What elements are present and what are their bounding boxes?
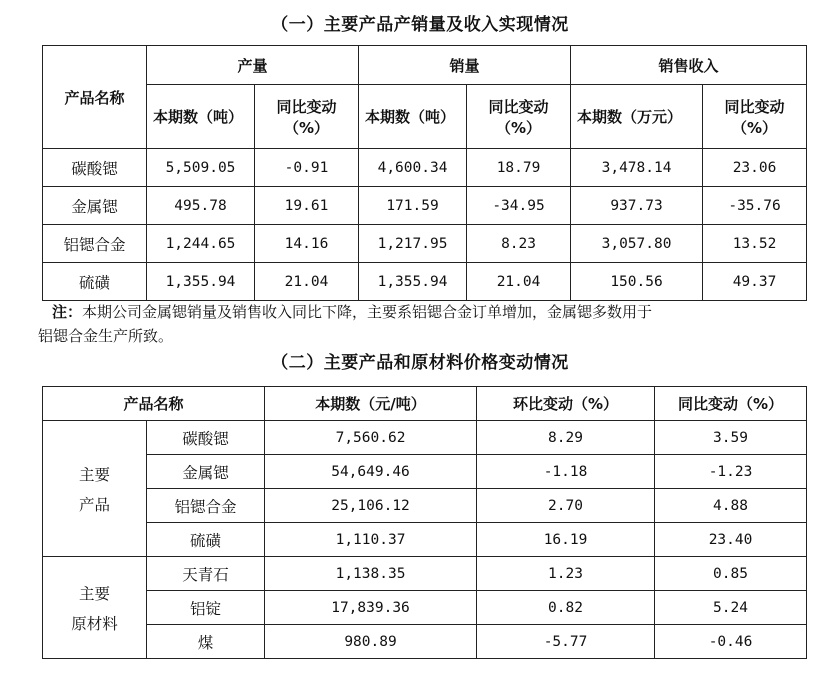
- group-main-materials: [43, 557, 147, 659]
- header-product-name: 产品名称: [43, 387, 265, 421]
- group-label-line1: 主要: [78, 465, 110, 484]
- revenue-cell: 937.73: [571, 187, 703, 225]
- current-price-cell: 54,649.46: [265, 455, 477, 489]
- production-cell: 1,355.94: [147, 263, 255, 301]
- table-row: [43, 263, 807, 301]
- header-yoy-line2: （%）: [732, 118, 778, 137]
- yoy-cell: 3.59: [655, 421, 807, 455]
- table-note: [38, 300, 792, 345]
- header-mom-change: 环比变动（%）: [477, 387, 655, 421]
- sales-yoy-cell: -34.95: [467, 187, 571, 225]
- product-name-cell: 金属锶: [43, 187, 147, 225]
- production-cell: 1,244.65: [147, 225, 255, 263]
- yoy-cell: 5.24: [655, 591, 807, 625]
- table-row: [43, 489, 807, 523]
- table-row: [43, 455, 807, 489]
- yoy-cell: 23.40: [655, 523, 807, 557]
- header-yoy-line1: 同比变动: [276, 97, 337, 116]
- table-row: [43, 523, 807, 557]
- sales-cell: 171.59: [359, 187, 467, 225]
- product-name-cell: 碳酸锶: [147, 421, 265, 455]
- material-name-cell: 煤: [147, 625, 265, 659]
- header-yoy-line1: 同比变动: [724, 97, 785, 116]
- header-sales-yoy: [467, 85, 571, 149]
- revenue-cell: 150.56: [571, 263, 703, 301]
- production-yoy-cell: 21.04: [255, 263, 359, 301]
- note-text-line1: 本期公司金属锶销量及销售收入同比下降，主要系铝锶合金订单增加，金属锶多数用于: [82, 303, 653, 321]
- mom-cell: 1.23: [477, 557, 655, 591]
- product-name-cell: 铝锶合金: [43, 225, 147, 263]
- sales-cell: 1,217.95: [359, 225, 467, 263]
- revenue-yoy-cell: 13.52: [703, 225, 807, 263]
- table-row: [43, 421, 807, 455]
- current-price-cell: 17,839.36: [265, 591, 477, 625]
- revenue-cell: 3,478.14: [571, 149, 703, 187]
- group-label-line1: 主要: [78, 584, 110, 603]
- product-name-cell: 金属锶: [147, 455, 265, 489]
- current-price-cell: 1,138.35: [265, 557, 477, 591]
- table-row: [43, 625, 807, 659]
- yoy-cell: -0.46: [655, 625, 807, 659]
- mom-cell: -5.77: [477, 625, 655, 659]
- current-price-cell: 980.89: [265, 625, 477, 659]
- header-yoy-line2: （%）: [283, 118, 330, 137]
- section1-title: （一）主要产品产销量及收入实现情况: [271, 15, 569, 35]
- header-sales-volume: 销量: [359, 46, 571, 85]
- current-price-cell: 7,560.62: [265, 421, 477, 455]
- current-price-cell: 25,106.12: [265, 489, 477, 523]
- yoy-cell: 4.88: [655, 489, 807, 523]
- header-yoy-change: 同比变动（%）: [655, 387, 807, 421]
- production-yoy-cell: -0.91: [255, 149, 359, 187]
- production-yoy-cell: 14.16: [255, 225, 359, 263]
- group-label-line2: 产品: [78, 495, 110, 514]
- note-label: 注：: [52, 303, 83, 321]
- revenue-cell: 3,057.80: [571, 225, 703, 263]
- mom-cell: 16.19: [477, 523, 655, 557]
- price-change-table: [42, 386, 807, 659]
- mom-cell: 8.29: [477, 421, 655, 455]
- header-production-yoy: [255, 85, 359, 149]
- sales-yoy-cell: 8.23: [467, 225, 571, 263]
- sales-cell: 1,355.94: [359, 263, 467, 301]
- section2-title: （二）主要产品和原材料价格变动情况: [271, 353, 569, 373]
- note-text-line2: 铝锶合金生产所致。: [38, 327, 174, 345]
- yoy-cell: -1.23: [655, 455, 807, 489]
- production-cell: 5,509.05: [147, 149, 255, 187]
- yoy-cell: 0.85: [655, 557, 807, 591]
- header-revenue-yoy: [703, 85, 807, 149]
- header-current-price: 本期数（元/吨）: [265, 387, 477, 421]
- sales-yoy-cell: 18.79: [467, 149, 571, 187]
- product-name-cell: 铝锶合金: [147, 489, 265, 523]
- revenue-yoy-cell: 49.37: [703, 263, 807, 301]
- sales-cell: 4,600.34: [359, 149, 467, 187]
- group-main-products: [43, 421, 147, 557]
- production-cell: 495.78: [147, 187, 255, 225]
- header-sales-current: 本期数（吨）: [359, 85, 467, 149]
- table-row: [43, 591, 807, 625]
- header-revenue-current: 本期数（万元）: [571, 85, 703, 149]
- mom-cell: -1.18: [477, 455, 655, 489]
- revenue-yoy-cell: -35.76: [703, 187, 807, 225]
- table-row: [43, 225, 807, 263]
- table-row: [43, 557, 807, 591]
- revenue-yoy-cell: 23.06: [703, 149, 807, 187]
- header-production: 产量: [147, 46, 359, 85]
- product-name-cell: 硫磺: [43, 263, 147, 301]
- mom-cell: 2.70: [477, 489, 655, 523]
- table-row: [43, 149, 807, 187]
- group-label-line2: 原材料: [71, 614, 118, 633]
- header-production-current: 本期数（吨）: [147, 85, 255, 149]
- table-row: [43, 187, 807, 225]
- header-yoy-line1: 同比变动: [488, 97, 549, 116]
- product-name-cell: 碳酸锶: [43, 149, 147, 187]
- sales-yoy-cell: 21.04: [467, 263, 571, 301]
- production-yoy-cell: 19.61: [255, 187, 359, 225]
- material-name-cell: 天青石: [147, 557, 265, 591]
- current-price-cell: 1,110.37: [265, 523, 477, 557]
- header-product-name: 产品名称: [43, 46, 147, 149]
- header-sales-revenue: 销售收入: [571, 46, 807, 85]
- material-name-cell: 铝锭: [147, 591, 265, 625]
- header-yoy-line2: （%）: [496, 118, 542, 137]
- production-sales-table: [42, 45, 807, 301]
- mom-cell: 0.82: [477, 591, 655, 625]
- product-name-cell: 硫磺: [147, 523, 265, 557]
